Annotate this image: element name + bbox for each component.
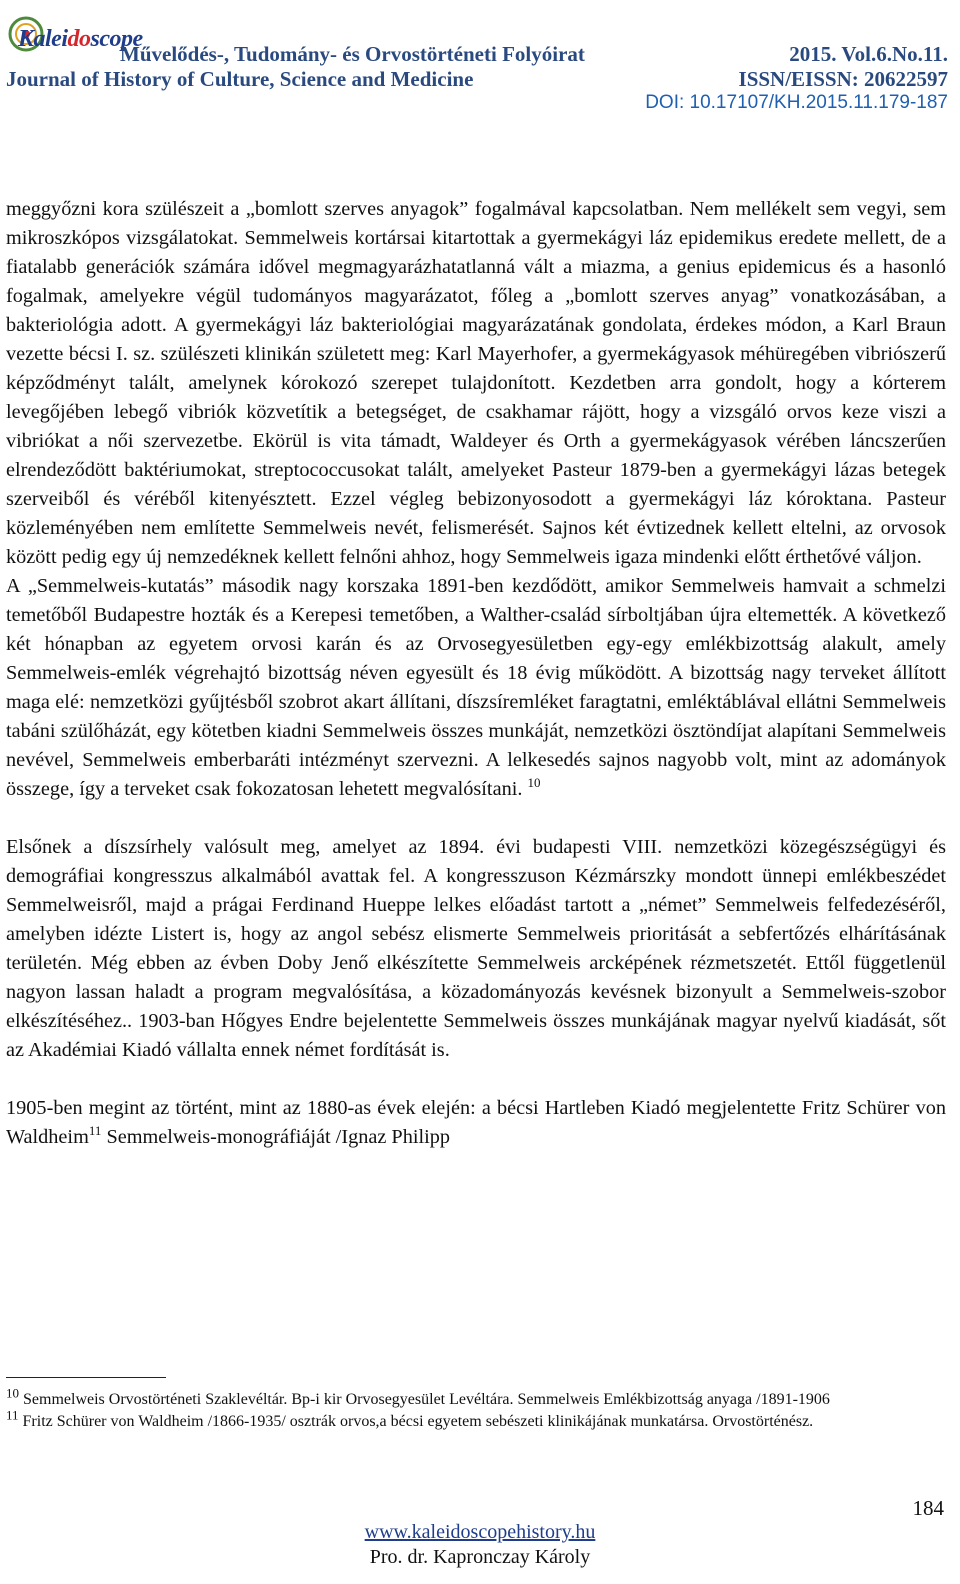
- footnote-divider: [6, 1377, 166, 1378]
- paragraph: A „Semmelweis-kutatás” második nagy korszaka 1891-ben kezdődött, amikor Semmelweis hamvait a schmelzi temetőből Budapestre hozták és a Kerepesi temetőben, a Walther-család sírboltjában újra eltemették. A következő két hónapban az egyetem orvosi karán és az Orvosegyesületben egy-egy emlékbizottság alakult, amely Semmelweis-emlék végrehajtó bizottság néven egyesült és 18 évig működött. A bizottság nagy terveket állított maga elé: nemzetközi gyűjtésből szobrot akart állítani, díszsíremléket faragtatni, emléktáblával ellátni Semmelweis tabáni szülőházát, egy kötetben kiadni Semmelweis összes munkáját, nemzetközi ösztöndíjat alapítani Semmelweis nevével, Semmelweis emberbaráti intézményt szervezni. A lelkesedés sajnos nagyobb volt, mint az adományok összege, így a terveket csak fokozatosan lehetett megvalósítani. $^{10}$: [6, 575, 946, 800]
- footnote-reference[interactable]: 10: [527, 775, 541, 791]
- footer-website-link[interactable]: www.kaleidoscopehistory.hu: [364, 1521, 596, 1543]
- footnote-reference[interactable]: 11: [88, 1123, 102, 1139]
- volume-info: 2015. Vol.6.No.11.: [789, 42, 948, 66]
- logo-wordmark: Kaleidoscope: [18, 26, 143, 52]
- footnotes: [6, 1385, 936, 1433]
- issn-info: ISSN/EISSN: 20622597: [738, 67, 948, 91]
- journal-title-english: Journal of History of Culture, Science and Medicine: [6, 67, 474, 91]
- journal-title-hungarian: Művelődés-, Tudomány- és Orvostörténeti Folyóirat: [120, 42, 585, 66]
- paragraph: meggyőzni kora szülészeit a „bomlott szerves anyagok” fogalmával kapcsolatban. Nem mellékelt sem vegyi, sem mikroszkópos vizsgálatokat. Semmelweis kortársai kitartottak a gyermekágyi láz epidemikus eredete mellett, de a fiatalabb generációk számára idővel megmagyarázhatatlanná vált a miazma, a genius epidemicus és a hasonló fogalmak, amelyekre végül tudományos magyarázatot, főleg a „bomlott szerves anyag” vonatkozásában, a bakteriológia adott. A gyermekágyi láz bakteriológiai magyarázatának gondolata, érdekes módon, a Karl Braun vezette bécsi I. sz. szülészeti klinikán született meg: Karl Mayerhofer, a gyermekágyasok méhüregében vibriószerű képződményt talált, amelynek kórokozó szerepet tulajdonított. Kezdetben arra gondolt, hogy a kórterem levegőjében lebegő vibriók közvetítik a betegséget, de csakhamar rájött, hogy a vizsgáló orvos keze viszi a vibriókat a női szervezetbe. Ekörül is vita támadt, Waldeyer és Orth a gyermekágyasok vérében láncszerűen elrendeződött baktériumokat, streptococcusokat talált, amelyeket Pasteur 1879-ben a gyermekágyi lázas betegek szerveiből és véréből kitenyésztett. Ezzel végleg bebizonyosodott a gyermekágyi láz kóroktana. Pasteur közleményében nem említette Semmelweis nevét, felismerését. Sajnos két évtizednek kellett eltelni, az orvosok között pedig egy új nemzedéknek kellett felnőni ahhoz, hogy Semmelweis igaza mindenki előtt érthetővé váljon.: [6, 198, 946, 568]
- footnote: $^{10}$ Semmelweis Orvostörténeti Szaklevéltár. Bp-i kir Orvosegyesület Levéltára. Semmelweis Emlékbizottság anyaga /1891-1906: [6, 1385, 830, 1408]
- footnote: $^{11}$ Fritz Schürer von Waldheim /1866-1935/ osztrák orvos,a bécsi egyetem sebészeti klinikájának munkatársa. Orvostörténész.: [6, 1407, 814, 1430]
- footer-author: Pro. dr. Kapronczay Károly: [369, 1546, 591, 1568]
- paragraph: 1905-ben megint az történt, mint az 1880-as évek elején: a bécsi Hartleben Kiadó megjelentette Fritz Schürer von Waldheim$^{11}$ Semmelweis-monográfiáját /Ignaz Philipp: [6, 1097, 946, 1148]
- page-number: 184: [912, 1496, 944, 1520]
- doi-link[interactable]: DOI: 10.17107/KH.2015.11.179-187: [645, 92, 948, 113]
- paragraph: Elsőnek a díszsírhely valósult meg, amelyet az 1894. évi budapesti VIII. nemzetközi közegészségügyi és demográfiai kongresszus alkalmából avattak fel. A kongresszuson Kézmárszky mondott ünnepi emlékbeszédet Semmelweisről, majd a prágai Ferdinand Hueppe lelkes előadást tartott a „német” Semmelweis felfedezéséről, amelyben idézte Listert is, hogy az angol sebész elismerte Semmelweis prioritását a sebfertőzés elhárításának területén. Még ebben az évben Doby Jenő elkészítette Semmelweis arcképének rézmetszetét. Ettől függetlenül nagyon lassan haladt a program megvalósítása, a közadományozás kevésnek bizonyult a Semmelweis-szobor elkészítéséhez.. 1903-ban Hőgyes Endre bejelentette Semmelweis összes munkájának magyar nyelvű kiadását, sőt az Akadémiai Kiadó vállalta ennek német fordítását is.: [6, 836, 946, 1061]
- article-body: [6, 195, 946, 1152]
